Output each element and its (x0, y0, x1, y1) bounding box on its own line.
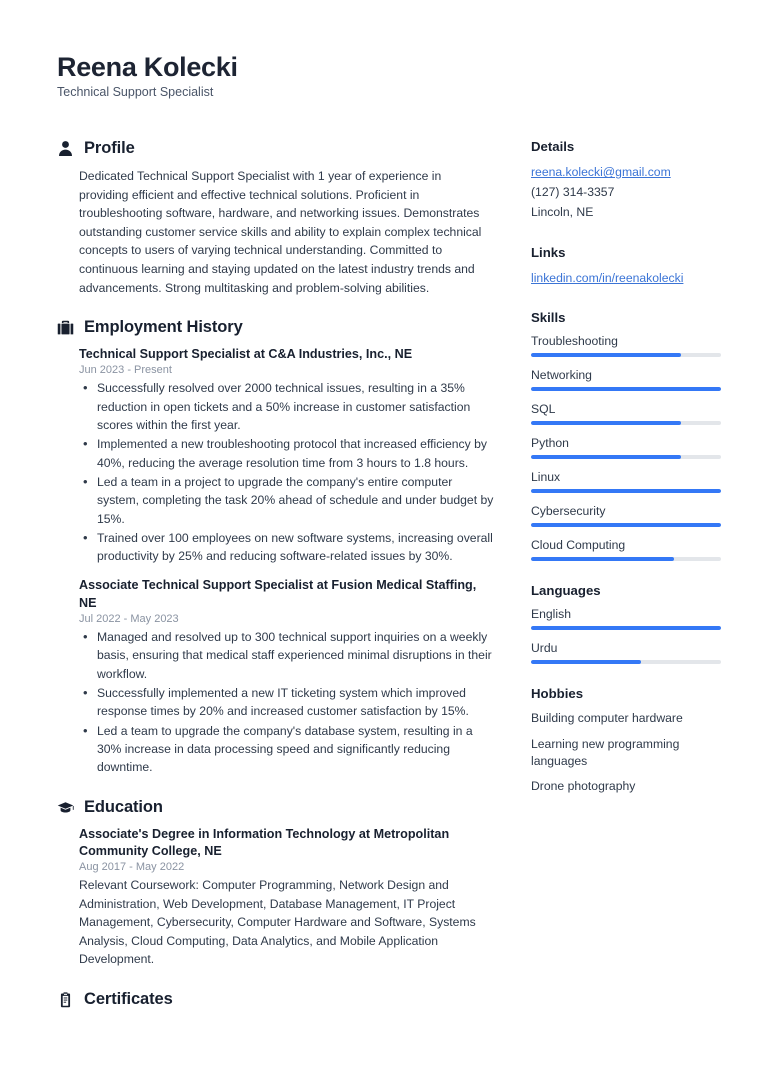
links-title: Links (531, 244, 566, 260)
sidebar-details (531, 139, 721, 222)
certificates-title: Certificates (84, 990, 173, 1009)
email-link[interactable]: reena.kolecki@gmail.com (531, 165, 671, 180)
education-entry-description: Relevant Coursework: Computer Programming, Network Design and Administration, Web Development, Database Management, IT Project Management, Cybersecurity, Computer Hardware and Software, Systems Analysis, Cloud Computing, Data Analytics, and Mobile Application Development. (79, 878, 476, 967)
skill-track (531, 455, 721, 459)
skill-track (531, 557, 721, 561)
skills-title: Skills (531, 310, 566, 326)
language-fill (531, 660, 641, 664)
profile-title: Profile (84, 139, 135, 158)
education-entry (79, 826, 494, 969)
location-value: Lincoln, NE (531, 204, 594, 219)
linkedin-link[interactable]: linkedin.com/in/reenakolecki (531, 270, 684, 285)
languages-title: Languages (531, 583, 601, 599)
employment-entry (79, 577, 494, 776)
skill-fill (531, 557, 674, 561)
skill-item (531, 436, 721, 459)
language-label: English (531, 607, 571, 622)
sidebar-languages (531, 583, 721, 664)
language-label: Urdu (531, 641, 558, 656)
skill-item (531, 368, 721, 391)
main-column (57, 139, 494, 1030)
employment-title: Employment History (84, 318, 243, 337)
education-entry-title: Associate's Degree in Information Technology at Metropolitan Community College, NE (79, 826, 450, 858)
language-track (531, 660, 721, 664)
section-education (57, 798, 494, 969)
skill-item (531, 334, 721, 357)
section-profile (57, 139, 494, 297)
skill-item (531, 402, 721, 425)
skill-track (531, 523, 721, 527)
skill-fill (531, 353, 681, 357)
hobby-item: Building computer hardware (531, 711, 683, 726)
sidebar-links (531, 245, 721, 289)
phone-value: (127) 314-3357 (531, 185, 615, 199)
language-track (531, 626, 721, 630)
employment-entry (79, 346, 494, 565)
sidebar-skills (531, 310, 721, 561)
skill-item (531, 538, 721, 561)
employment-heading (57, 318, 494, 337)
employment-entry-bullets (79, 379, 494, 565)
bullet-item: • Led a team in a project to upgrade the company's entire computer system, completing the task 20% ahead of schedule and under budget by 15%. (79, 473, 494, 528)
bullet-item: • Successfully resolved over 2000 technical issues, resulting in a 35% reduction in open tickets and a 50% increase in customer satisfaction scores within the first year. (79, 379, 494, 434)
skill-track (531, 387, 721, 391)
person-icon (57, 140, 74, 157)
skill-fill (531, 387, 721, 391)
skill-item (531, 470, 721, 493)
resume-body (57, 139, 711, 1030)
certificate-icon (57, 991, 74, 1008)
employment-entry-bullets (79, 628, 494, 776)
bullet-item: • Implemented a new troubleshooting protocol that increased efficiency by 40%, reducing the average resolution time from 3 hours to 1.8 hours. (79, 435, 494, 472)
language-item (531, 641, 721, 664)
employment-entry-title: Technical Support Specialist at C&A Industries, Inc., NE (79, 347, 413, 362)
skill-label: Linux (531, 470, 561, 485)
profile-heading (57, 139, 494, 158)
resume-header (57, 52, 711, 99)
sidebar-hobbies (531, 686, 721, 795)
skill-fill (531, 489, 721, 493)
section-certificates (57, 990, 494, 1009)
skill-track (531, 421, 721, 425)
sidebar-column (531, 139, 721, 817)
details-title: Details (531, 139, 575, 155)
skill-label: Networking (531, 368, 592, 383)
briefcase-icon (57, 319, 74, 336)
candidate-job-title: Technical Support Specialist (57, 85, 214, 100)
language-item (531, 607, 721, 630)
skill-item (531, 504, 721, 527)
employment-entry-date: Jul 2022 - May 2023 (79, 613, 179, 626)
skill-label: Python (531, 436, 569, 451)
education-heading (57, 798, 494, 817)
skill-track (531, 489, 721, 493)
employment-entry-date: Jun 2023 - Present (79, 364, 172, 377)
profile-text: Dedicated Technical Support Specialist with 1 year of experience in providing efficient and effective technical solutions. Proficient in troubleshooting software, hardware, and networking issues. Demonstrates outstanding customer service skills and ability to explain complex technical concepts to users of varying technical understanding. Committed to continuous learning and staying updated on the latest industry trends and advancements. Strong multitasking and problem-solving abilities. (79, 169, 482, 295)
bullet-item: • Successfully implemented a new IT ticketing system which improved response times by 20% and increased customer satisfaction by 15%. (79, 684, 494, 721)
skill-fill (531, 523, 721, 527)
candidate-name: Reena Kolecki (57, 52, 238, 82)
skill-label: Troubleshooting (531, 334, 618, 349)
hobby-item: Learning new programming languages (531, 736, 680, 768)
skill-label: SQL (531, 402, 556, 417)
skill-track (531, 353, 721, 357)
skill-fill (531, 421, 681, 425)
skill-label: Cybersecurity (531, 504, 606, 519)
skill-label: Cloud Computing (531, 538, 626, 553)
education-entry-date: Aug 2017 - May 2022 (79, 861, 185, 874)
bullet-item: • Trained over 100 employees on new software systems, increasing overall productivity by 25% and reducing software-related issues by 30%. (79, 529, 494, 566)
bullet-item: • Led a team to upgrade the company's database system, resulting in a 30% increase in data processing speed and significantly reducing downtime. (79, 722, 494, 777)
skill-fill (531, 455, 681, 459)
section-employment (57, 318, 494, 776)
hobbies-title: Hobbies (531, 686, 584, 702)
certificates-heading (57, 990, 494, 1009)
language-fill (531, 626, 721, 630)
graduation-cap-icon (57, 799, 74, 816)
employment-entry-title: Associate Technical Support Specialist at Fusion Medical Staffing, NE (79, 578, 477, 610)
bullet-item: • Managed and resolved up to 300 technical support inquiries on a weekly basis, ensuring that medical staff experienced minimal disruptions in their workflow. (79, 628, 494, 683)
hobby-item: Drone photography (531, 779, 636, 794)
education-title: Education (84, 797, 163, 816)
